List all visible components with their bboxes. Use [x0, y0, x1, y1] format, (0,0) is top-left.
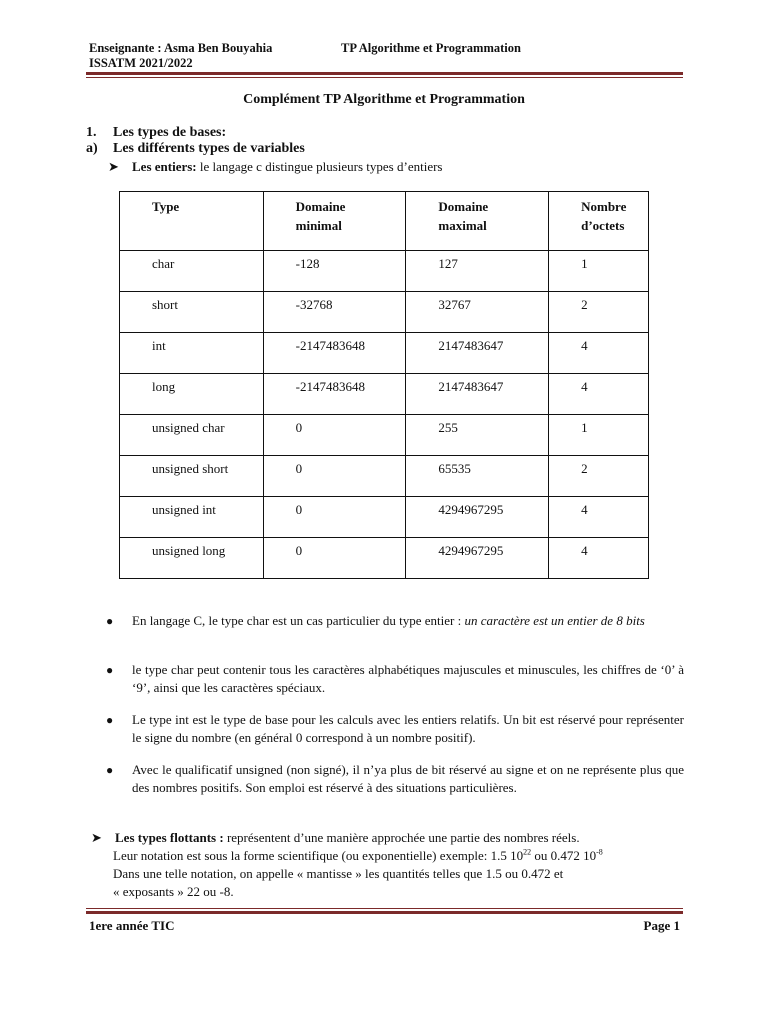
- bullet-italic-text: un caractère est un entier de 8 bits: [464, 613, 645, 628]
- cell-bytes: 1: [549, 415, 649, 456]
- table-row: [120, 251, 649, 292]
- cell-bytes: 2: [549, 292, 649, 333]
- exponent-minus-8: -8: [596, 847, 603, 857]
- cell-min: -128: [263, 251, 406, 292]
- table-row: [120, 538, 649, 579]
- header-bytes: Nombre d’octets: [549, 192, 649, 251]
- entiers-label: Les entiers:: [132, 159, 197, 174]
- entiers-intro: [108, 159, 442, 175]
- bullet-dot-icon: ●: [106, 663, 114, 677]
- header-type: Type: [120, 192, 264, 251]
- teacher-name: Enseignante : Asma Ben Bouyahia: [89, 41, 273, 55]
- subsection-label: Les différents types de variables: [113, 141, 305, 156]
- integer-types-table: [119, 191, 649, 579]
- subsection-number: a): [86, 141, 98, 156]
- cell-min: -32768: [263, 292, 406, 333]
- cell-max: 4294967295: [406, 538, 549, 579]
- header-info: [89, 41, 272, 71]
- cell-type: unsigned char: [120, 415, 264, 456]
- cell-max: 127: [406, 251, 549, 292]
- cell-max: 4294967295: [406, 497, 549, 538]
- table-header-row: [120, 192, 649, 251]
- cell-max: 255: [406, 415, 549, 456]
- header-rule-thin: [86, 77, 683, 78]
- section-heading-1: [86, 125, 226, 141]
- cell-type: long: [120, 374, 264, 415]
- cell-type: short: [120, 292, 264, 333]
- cell-min: 0: [263, 497, 406, 538]
- cell-max: 65535: [406, 456, 549, 497]
- page-number: Page 1: [643, 918, 680, 933]
- bullet-item: [106, 761, 684, 797]
- footer-rule: [86, 911, 683, 914]
- cell-min: 0: [263, 415, 406, 456]
- bullet-dot-icon: ●: [106, 614, 114, 628]
- table-row: [120, 374, 649, 415]
- bullet-item: [106, 612, 684, 630]
- flottants-line4: « exposants » 22 ou -8.: [113, 884, 234, 899]
- flottants-line2b: ou 0.472 10: [531, 848, 597, 863]
- cell-min: 0: [263, 538, 406, 579]
- bullet-text: Avec le qualificatif unsigned (non signé), il n’ya plus de bit réservé au signe et on ne représente plus que des nombres positifs. Son emploi est réservé à des situations particulières.: [132, 762, 684, 795]
- bullet-dot-icon: ●: [106, 713, 114, 727]
- table-row: [120, 497, 649, 538]
- cell-min: 0: [263, 456, 406, 497]
- table-row: [120, 415, 649, 456]
- bullet-dot-icon: ●: [106, 763, 114, 777]
- cell-type: int: [120, 333, 264, 374]
- flottants-line2a: Leur notation est sous la forme scientifique (ou exponentielle) exemple: 1.5 10: [113, 848, 524, 863]
- section-label: Les types de bases:: [113, 125, 227, 140]
- cell-max: 2147483647: [406, 333, 549, 374]
- institution-year: ISSATM 2021/2022: [89, 56, 193, 70]
- table-row: [120, 292, 649, 333]
- bullet-item: [106, 661, 684, 697]
- flottants-line3: Dans une telle notation, on appelle « mantisse » les quantités telles que 1.5 ou 0.472 et: [113, 866, 564, 881]
- flottants-section: [91, 829, 691, 901]
- flottants-label: Les types flottants :: [115, 830, 224, 845]
- arrow-bullet-icon: ➤: [91, 830, 102, 845]
- table-row: [120, 333, 649, 374]
- cell-type: unsigned int: [120, 497, 264, 538]
- cell-bytes: 4: [549, 538, 649, 579]
- cell-bytes: 4: [549, 333, 649, 374]
- cell-type: unsigned short: [120, 456, 264, 497]
- cell-min: -2147483648: [263, 374, 406, 415]
- bullet-text: le type char peut contenir tous les caractères alphabétiques majuscules et minuscules, les chiffres de ‘0’ à ‘9’, ainsi que les caractères spéciaux.: [132, 662, 684, 695]
- exponent-22: 22: [523, 847, 532, 857]
- footer-class: 1ere année TIC: [89, 918, 175, 933]
- table-row: [120, 456, 649, 497]
- footer-rule-thin: [86, 908, 683, 909]
- header-min: Domaine minimal: [263, 192, 406, 251]
- header-rule: [86, 72, 683, 75]
- arrow-bullet-icon: ➤: [108, 159, 119, 174]
- bullet-text: Le type int est le type de base pour les calculs avec les entiers relatifs. Un bit est réservé pour représenter le signe du nombre (en général 0 correspond à un nombre positif).: [132, 712, 684, 745]
- cell-type: char: [120, 251, 264, 292]
- cell-bytes: 4: [549, 497, 649, 538]
- course-title: TP Algorithme et Programmation: [341, 41, 521, 55]
- cell-bytes: 2: [549, 456, 649, 497]
- bullet-item: [106, 711, 684, 747]
- bullet-text: En langage C, le type char est un cas particulier du type entier :: [132, 613, 465, 628]
- cell-bytes: 1: [549, 251, 649, 292]
- cell-max: 32767: [406, 292, 549, 333]
- section-heading-1a: [86, 141, 305, 157]
- cell-bytes: 4: [549, 374, 649, 415]
- entiers-text: le langage c distingue plusieurs types d’entiers: [196, 159, 443, 174]
- cell-min: -2147483648: [263, 333, 406, 374]
- page-title: Complément TP Algorithme et Programmation: [243, 92, 525, 107]
- flottants-line1: représentent d’une manière approchée une partie des nombres réels.: [223, 830, 580, 845]
- section-number: 1.: [86, 125, 97, 140]
- header-max: Domaine maximal: [406, 192, 549, 251]
- cell-type: unsigned long: [120, 538, 264, 579]
- cell-max: 2147483647: [406, 374, 549, 415]
